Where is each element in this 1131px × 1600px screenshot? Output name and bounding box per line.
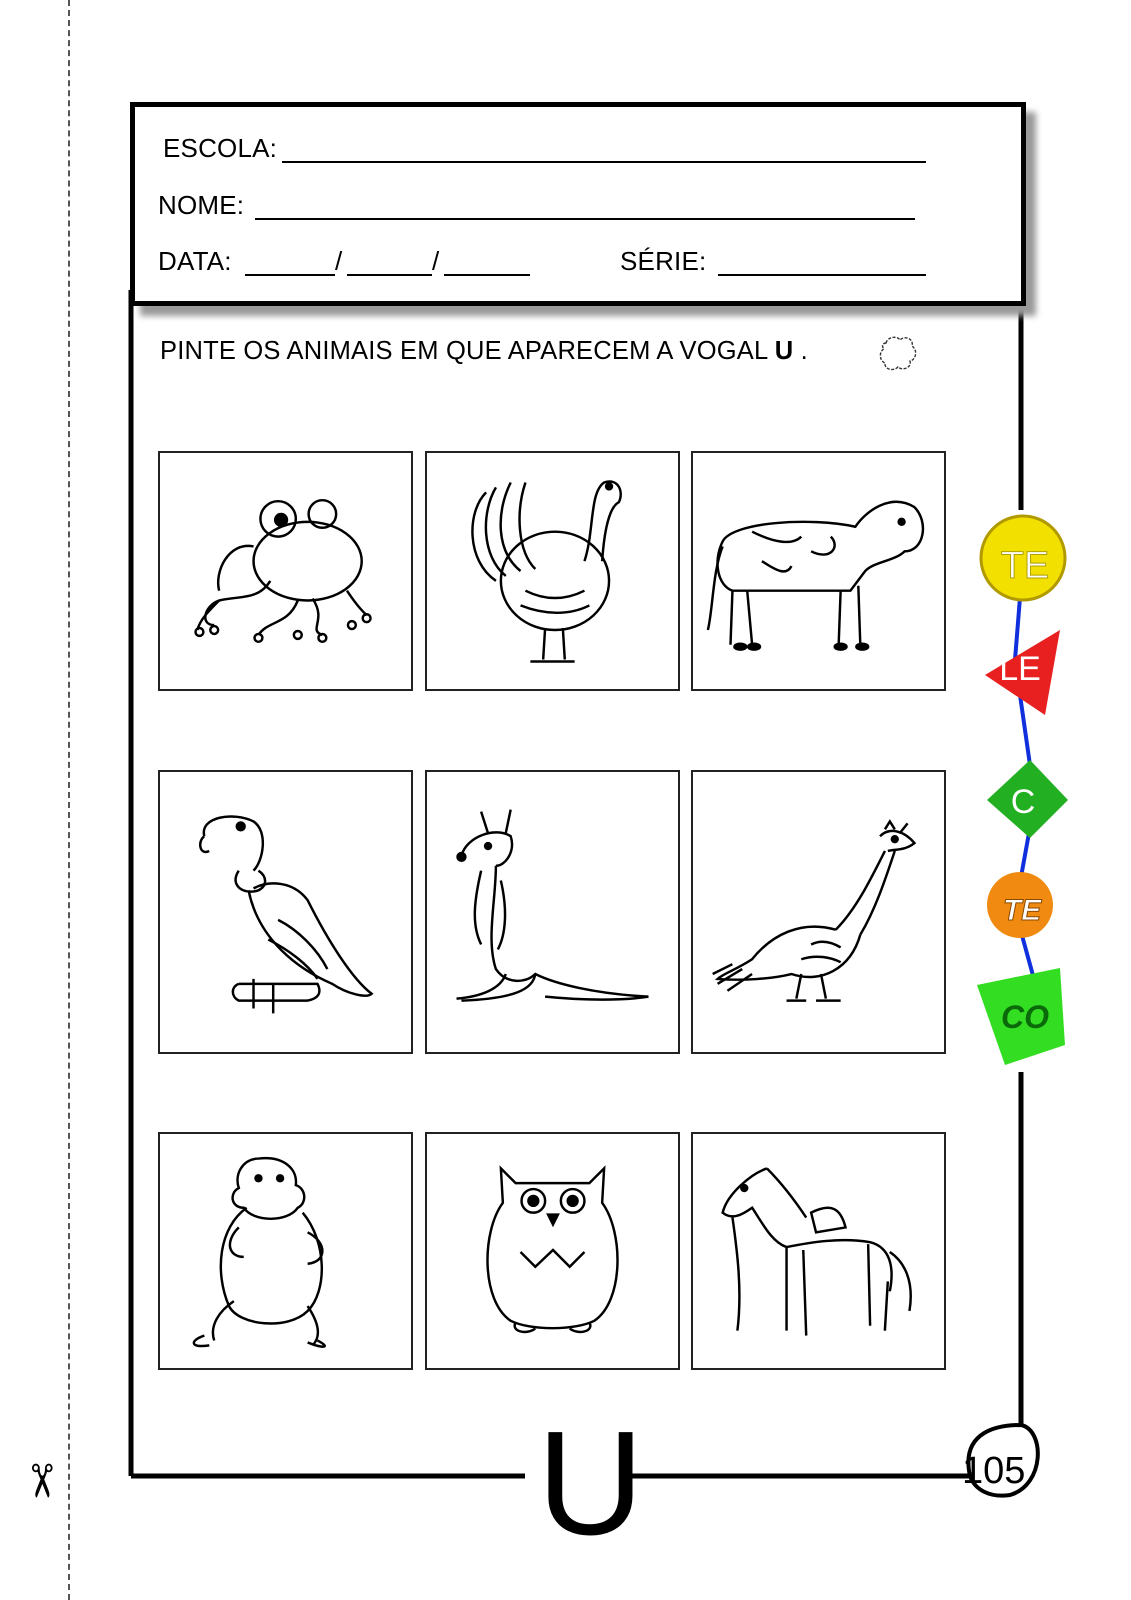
vulture-icon xyxy=(160,772,411,1052)
instruction-text: PINTE OS ANIMAIS EM QUE APARECEM A VOGAL xyxy=(160,337,768,365)
data-day-field[interactable] xyxy=(245,274,335,276)
nome-label: NOME: xyxy=(158,190,245,220)
data-year-field[interactable] xyxy=(444,274,530,276)
page-number: 105 xyxy=(962,1450,1026,1492)
big-letter: U xyxy=(537,1401,644,1566)
escola-field[interactable] xyxy=(282,161,926,163)
letter-chip xyxy=(981,516,1065,600)
letter-chip xyxy=(987,872,1053,938)
data-label: DATA: xyxy=(158,246,232,276)
scissors-icon: ✂ xyxy=(14,1461,69,1501)
chip-label: LE xyxy=(999,650,1041,688)
instruction xyxy=(160,337,808,366)
animal-card[interactable] xyxy=(691,770,946,1054)
animal-card[interactable] xyxy=(425,1132,680,1370)
letter-chain xyxy=(975,500,1075,1100)
peacock-icon xyxy=(693,772,944,1052)
bear-icon xyxy=(160,1134,411,1368)
animal-card[interactable] xyxy=(691,1132,946,1370)
letter-chip xyxy=(977,968,1065,1065)
letter-chip xyxy=(987,760,1068,838)
kangaroo-icon xyxy=(427,772,678,1052)
chip-label: TE xyxy=(1002,894,1042,927)
escola-label: ESCOLA: xyxy=(163,133,278,163)
thought-bubble-icon xyxy=(878,335,918,373)
animal-card[interactable] xyxy=(425,451,680,691)
animal-card[interactable] xyxy=(158,1132,413,1370)
animal-card[interactable] xyxy=(158,770,413,1054)
nome-field[interactable] xyxy=(255,218,915,220)
instruction-end: . xyxy=(800,337,808,365)
chip-label: C xyxy=(1010,783,1036,821)
chip-label: TE xyxy=(1000,545,1050,587)
frog-icon xyxy=(160,453,411,689)
animal-card[interactable] xyxy=(425,770,680,1054)
chip-label: CO xyxy=(1001,999,1049,1035)
serie-field[interactable] xyxy=(718,274,926,276)
data-separator: / xyxy=(335,246,343,276)
data-separator: / xyxy=(432,246,440,276)
turkey-icon xyxy=(427,453,678,689)
animal-card[interactable] xyxy=(158,451,413,691)
cow-icon xyxy=(693,453,944,689)
instruction-vowel: U xyxy=(774,337,794,365)
owl-icon xyxy=(427,1134,678,1368)
animal-card[interactable] xyxy=(691,451,946,691)
serie-label: SÉRIE: xyxy=(620,246,707,276)
data-month-field[interactable] xyxy=(347,274,432,276)
horse-icon xyxy=(693,1134,944,1368)
cut-line xyxy=(68,0,70,1600)
